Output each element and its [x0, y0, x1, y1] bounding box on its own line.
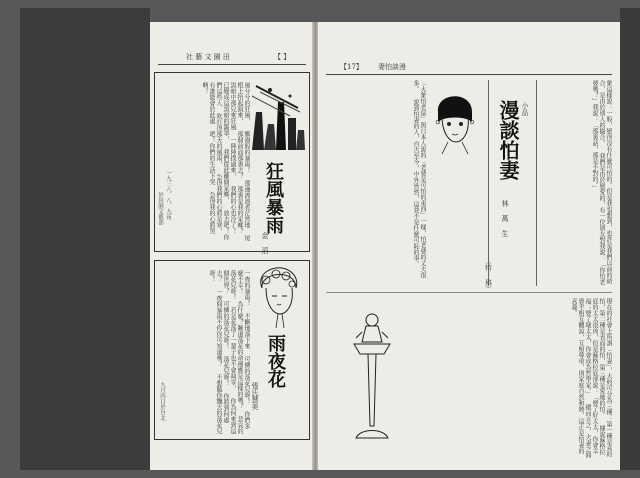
right-page [318, 22, 620, 470]
left-running-header: 社 藝 文 園 田 [186, 53, 230, 61]
article-tag: （特 稿） [484, 258, 492, 292]
poem2-line: 你們多麼不幸！ [236, 270, 250, 429]
right-cover-edge [620, 8, 640, 470]
poem1-line: 那個前面那裏去？ [236, 131, 243, 179]
poem2-line: 可憐的落花兒呀！ [222, 301, 229, 349]
poem2-date: 九月四日於台北 [159, 382, 165, 421]
poem2-line: 落花兒呀！ [222, 356, 229, 386]
article-paragraph: 象這樣說：一般，戀得沒有什麼可怕的。但是我也想到，也許是我們以前的結合，是由於別人的撮合。 [598, 80, 612, 284]
poem1-line: 我們的心也冷了！ [229, 186, 236, 234]
left-cover-edge [20, 8, 150, 470]
article-author: 林 萬 生 [501, 200, 509, 237]
article-mid-rule [326, 292, 612, 293]
article-column-2 [326, 80, 426, 286]
article-paragraph: 說到怕妻的人，自古至今，中外皆然，這並不是什麼可恥的事。 [412, 99, 419, 267]
poem2-line: 為什麼？難道落花的命運應是這樣的嗎？ [236, 301, 243, 409]
left-header-rule [158, 64, 306, 65]
poem1-line: 吧！你們的生活下哭 [208, 131, 215, 185]
poem2-line: 悲哀的落花兒呀！ [229, 270, 243, 434]
poem1-line: 瓢潑般的暴雨！ [243, 131, 250, 173]
article-paragraph: 現在的社會上所謂「怕妻」，大約可分為三種：第一種是真的怕，第二種是表面的怕，第三種是愛她的怕。 [598, 298, 612, 457]
storm-city-illustration [250, 82, 306, 152]
poem1-date: 一九三八．八．九夜 [165, 170, 171, 220]
girl-portrait-illustration [254, 266, 304, 330]
poem1-line: 急得我的心將哭啊！ [201, 82, 215, 234]
article-title: 漫談怕妻 [496, 100, 520, 180]
article-paragraph: 我們是由於戀愛的，有一位朋友對我說：「你怕老婆嗎？」我說：「那裏話，那是不對的。」 [591, 80, 605, 285]
poem2-line: 若是花落了一輩子也不會凋零， [229, 307, 236, 391]
poem2-line: 不想隨你飄去的落花兒呀！ [208, 270, 222, 434]
poem1-line: 急得我們的心將是寒， [215, 174, 222, 234]
article-paragraph: 據說蘇格拉底的太太很凶，但是蘇格拉底卻說：「娶了好太太，你會幸福；娶了壞太太，你會成為哲學家。」 [584, 298, 605, 455]
poem1-signature: 於田園文藝部 [157, 192, 163, 225]
poem1-line: 黑暗中那兒來狂風 [229, 82, 236, 130]
poem1-line: 吹打得那天的風雨， [215, 113, 222, 167]
article-category: 小品 [521, 102, 529, 116]
right-running-header: 妻怕談漫 [378, 63, 406, 71]
right-header-rule [326, 74, 612, 75]
poem1-body [162, 82, 250, 242]
poem1-line: 有誰能會於此處 [208, 82, 215, 124]
poem2-line: 你為何來到這個世界？ [222, 270, 236, 434]
title-block-left-rule [488, 80, 489, 286]
wife-portrait-illustration [428, 86, 482, 156]
poem2-body [162, 270, 250, 434]
poem2-line: 一夜間暴雨不停你可知道嗎？ [215, 289, 222, 367]
poem1-title: 狂風暴雨 [263, 162, 284, 234]
poem1-line: 尾根上抬起頭來， [236, 82, 250, 241]
article-column-1 [544, 80, 612, 286]
title-block-right-rule [536, 80, 537, 286]
article-paragraph: 總而言之，夫妻之間貴乎相互體諒，互相尊重，則家庭自然和睦，這正是怕妻的真義。 [570, 298, 591, 458]
poem1-line: 一陣陣撲過來， [229, 137, 236, 179]
poem1-author: 金 滔 [261, 232, 269, 254]
article-paragraph: 「大象怕老鼠」與日本人說的「老婆是可怕的東西」一樣，怕老婆的丈夫很多。 [412, 80, 426, 278]
poem1-line: 已變成這黑暗的籠罩， [222, 82, 229, 142]
poem1-line: 那裏是我的家鄉？ [236, 186, 243, 234]
right-page-marker: 【17】 [340, 63, 363, 71]
poem1-line: 我們從此離開家鄉， [222, 149, 229, 203]
poem1-line: 放去吧！你們這些人 [215, 82, 229, 240]
poem2-author: 張氏慧美 [251, 382, 259, 410]
poem2-line: 你將到何處去？ [215, 270, 229, 423]
left-page-marker: 【 】 [274, 53, 291, 61]
poem1-line: 那邊流浪者茫然地 [243, 180, 250, 228]
left-page [150, 22, 314, 470]
poem2-title: 雨夜花 [265, 334, 286, 388]
article-column-3 [402, 298, 612, 458]
poem2-line: 可憐的落花兒呀！ [243, 356, 250, 404]
poem1-line: 風兮兮的狂風， [243, 82, 250, 124]
man-on-goblet-illustration [348, 306, 396, 446]
poem2-line: 一夜的暴雨！ [243, 270, 250, 306]
poem2-line: 不斷地落下來 [243, 313, 250, 349]
